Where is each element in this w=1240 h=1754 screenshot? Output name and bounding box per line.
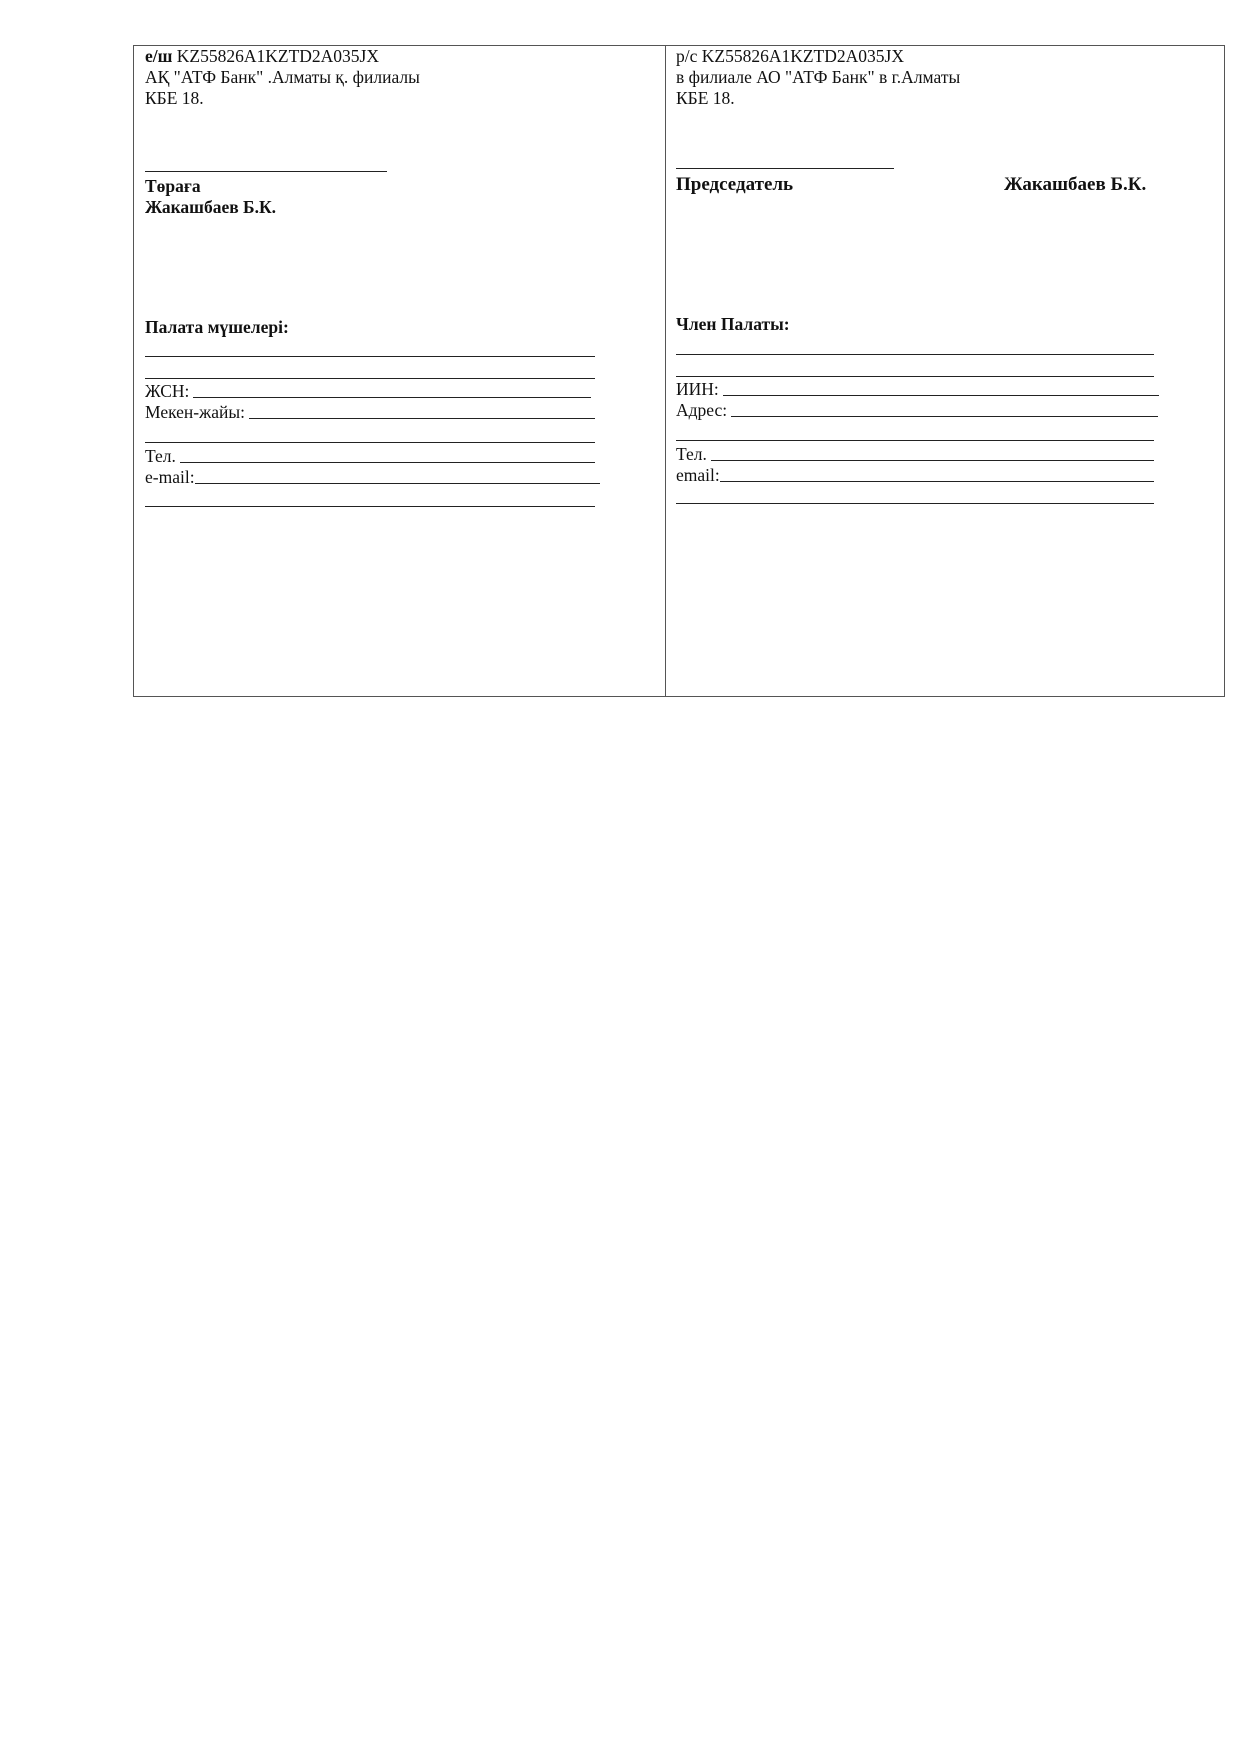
kz-kbe: КБЕ 18.	[145, 88, 204, 108]
ru-chairman-title: Председатель	[676, 174, 794, 195]
kz-iin-label: ЖСН:	[145, 381, 190, 401]
kz-account-line	[145, 46, 379, 66]
kz-account-prefix: е/ш	[145, 46, 173, 66]
ru-account-line	[676, 46, 904, 66]
kz-iin-fill-line	[193, 397, 591, 398]
kz-member-line-2	[145, 378, 595, 379]
ru-address-field	[676, 400, 1158, 420]
kz-phone-field	[145, 446, 595, 466]
kazakh-column	[134, 46, 666, 696]
ru-phone-fill-line	[711, 460, 1154, 461]
ru-address-line-2	[676, 440, 1154, 441]
kz-phone-label: Тел.	[145, 446, 176, 466]
russian-column	[666, 46, 1224, 696]
ru-account-prefix: р/с	[676, 46, 698, 66]
ru-email-label: email:	[676, 465, 720, 485]
kz-account-number: KZ55826A1KZTD2A035JX	[176, 46, 379, 66]
ru-chairman-name: Жакашбаев Б.К.	[1004, 174, 1147, 195]
kz-phone-fill-line	[180, 462, 595, 463]
ru-address-fill-line	[731, 416, 1158, 417]
ru-member-line-2	[676, 376, 1154, 377]
kz-email-fill-line	[195, 483, 600, 484]
kz-address-line-2	[145, 442, 595, 443]
kz-address-label: Мекен-жайы:	[145, 402, 245, 422]
ru-bank-name: в филиале АО "АТФ Банк" в г.Алматы	[676, 67, 961, 87]
ru-email-fill-line	[720, 481, 1154, 482]
ru-members-title: Член Палаты:	[676, 314, 790, 334]
kz-email-field	[145, 467, 600, 487]
kz-chairman-name: Жакашбаев Б.К.	[145, 197, 277, 217]
requisites-table	[133, 45, 1225, 697]
ru-chairman-signature-line	[676, 168, 894, 169]
ru-kbe: КБЕ 18.	[676, 88, 735, 108]
ru-iin-label: ИИН:	[676, 379, 719, 399]
kz-address-fill-line	[249, 418, 595, 419]
ru-iin-fill-line	[723, 395, 1159, 396]
kz-iin-field	[145, 381, 591, 401]
ru-member-line-1	[676, 354, 1154, 355]
ru-email-line-2	[676, 503, 1154, 504]
ru-phone-label: Тел.	[676, 444, 707, 464]
ru-phone-field	[676, 444, 1154, 464]
kz-email-label: e-mail:	[145, 467, 195, 487]
ru-account-number: KZ55826A1KZTD2A035JX	[701, 46, 904, 66]
kz-members-title: Палата мүшелері:	[145, 317, 289, 337]
kz-email-line-2	[145, 506, 595, 507]
ru-address-label: Адрес:	[676, 400, 728, 420]
ru-email-field	[676, 465, 1154, 485]
kz-chairman-signature-line	[145, 171, 387, 172]
kz-address-field	[145, 402, 595, 422]
kz-member-line-1	[145, 356, 595, 357]
kz-chairman-title: Төраға	[145, 176, 201, 196]
kz-bank-name: АҚ "АТФ Банк" .Алматы қ. филиалы	[145, 67, 420, 87]
ru-iin-field	[676, 379, 1159, 399]
